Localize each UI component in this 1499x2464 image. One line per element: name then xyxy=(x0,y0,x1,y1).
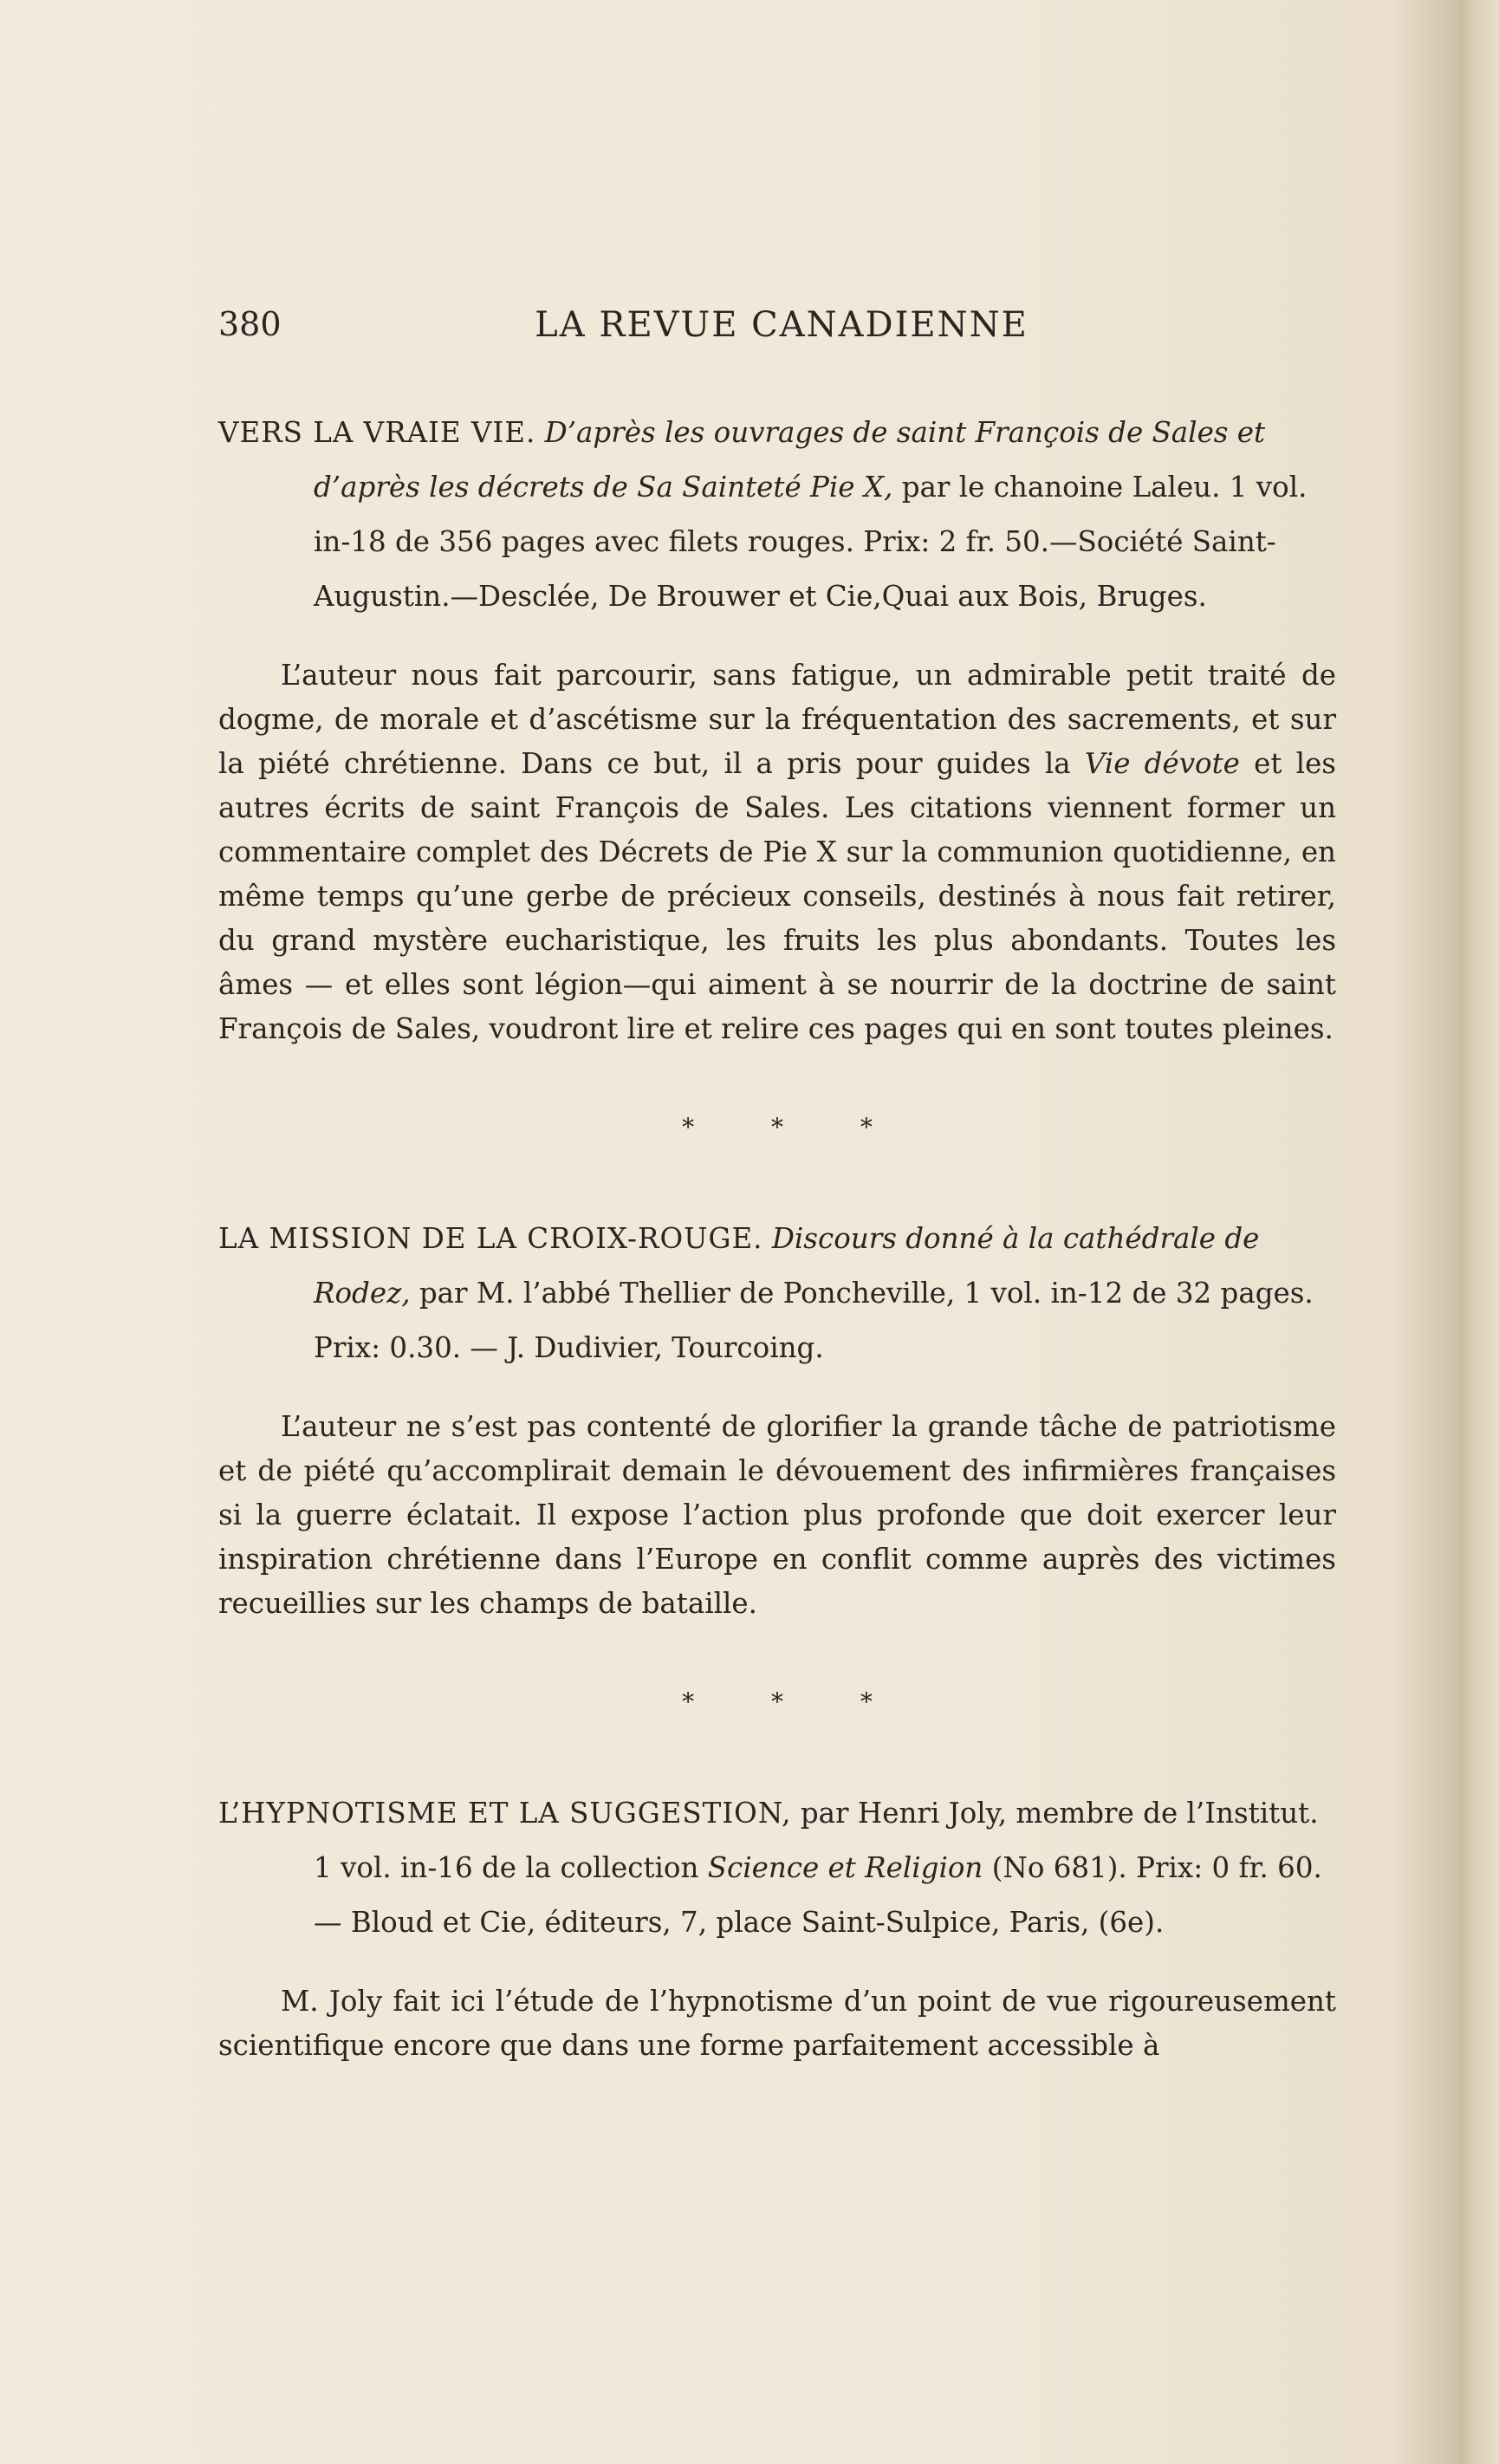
entry-body-1 xyxy=(218,653,1336,1051)
entry-details: par M. l’abbé Thellier de Poncheville, 1 vol. in-12 de 32 pages. Prix: 0.30. — J. Dudivier, Tourcoing. xyxy=(314,1277,1314,1364)
entry-body-2: L’auteur ne s’est pas contenté de glorifier la grande tâche de patriotisme et de piété qu’accomplirait demain le dévouement des infirmières françaises si la guerre éclatait. Il expose l’action plus profonde que doit exercer leur inspiration chrétienne dans l’Europe en conflit comme auprès des victimes recueillies sur les champs de bataille. xyxy=(218,1410,1336,1620)
body-italic-text: Vie dévote xyxy=(1084,747,1240,780)
entry-heading-3 xyxy=(218,1786,1336,1950)
entry-details: par Henri Joly, membre de l’Institut. 1 vol. in-16 de la collection xyxy=(314,1797,1319,1884)
page-edge xyxy=(1460,0,1499,2464)
entry-title: LA MISSION DE LA CROIX-ROUGE. xyxy=(218,1222,763,1255)
entry-body-3: M. Joly fait ici l’étude de l’hypnotisme d’un point de vue rigoureusement scientifique encore que dans une forme parfaitement accessible à xyxy=(218,1985,1336,2062)
section-separator: * * * xyxy=(682,1687,907,1716)
entry-title: VERS LA VRAIE VIE. xyxy=(218,416,536,449)
entry-details-italic: Science et Religion xyxy=(707,1851,983,1884)
body-text: L’auteur nous fait parcourir, sans fatigue, un admirable petit traité de dogme, de morale et d’ascétisme sur la fréquentation des sacrements, et sur la piété chrétienne. Dans ce but, il a pris pour guides la xyxy=(218,659,1336,780)
entry-subtitle: D’après les ouvrages de saint François de Sales et d’après les décrets de Sa Sainteté Pie X, xyxy=(314,416,1266,504)
body-text: et les autres écrits de saint François de Sales. Les citations viennent former un commentaire complet des Décrets de Pie X sur la communion quotidienne, en même temps qu’une gerbe de précieux conseils, destinés à nous fait retirer, du grand mystère eucharistique, les fruits les plus abondants. Toutes les âmes — et elles sont légion—qui aiment à se nourrir de la doctrine de saint François de Sales, voudront lire et relire ces pages qui en sont toutes pleines. xyxy=(218,747,1336,1045)
entry-details: (No 681). Prix: 0 fr. 60. — Bloud et Cie, éditeurs, 7, place Saint-Sulpice, Paris, (6e). xyxy=(314,1851,1322,1939)
entry-subtitle: Discours donné à la cathédrale de Rodez, xyxy=(314,1222,1260,1310)
entry-details: par le chanoine Laleu. 1 vol. in-18 de 356 pages avec filets rouges. Prix: 2 fr. 50.—Société Saint-Augustin.—Desclée, De Brouwer et Cie,Quai aux Bois, Bruges. xyxy=(314,471,1308,613)
page-header xyxy=(218,305,1345,357)
page-content xyxy=(218,406,1336,2068)
running-title: LA REVUE CANADIENNE xyxy=(535,305,1029,345)
entry-title: L’HYPNOTISME ET LA SUGGESTION, xyxy=(218,1797,792,1830)
entry-heading-1 xyxy=(218,406,1336,624)
entry-heading-2 xyxy=(218,1212,1336,1375)
section-separator: * * * xyxy=(682,1113,907,1141)
page-number: 380 xyxy=(218,305,282,343)
